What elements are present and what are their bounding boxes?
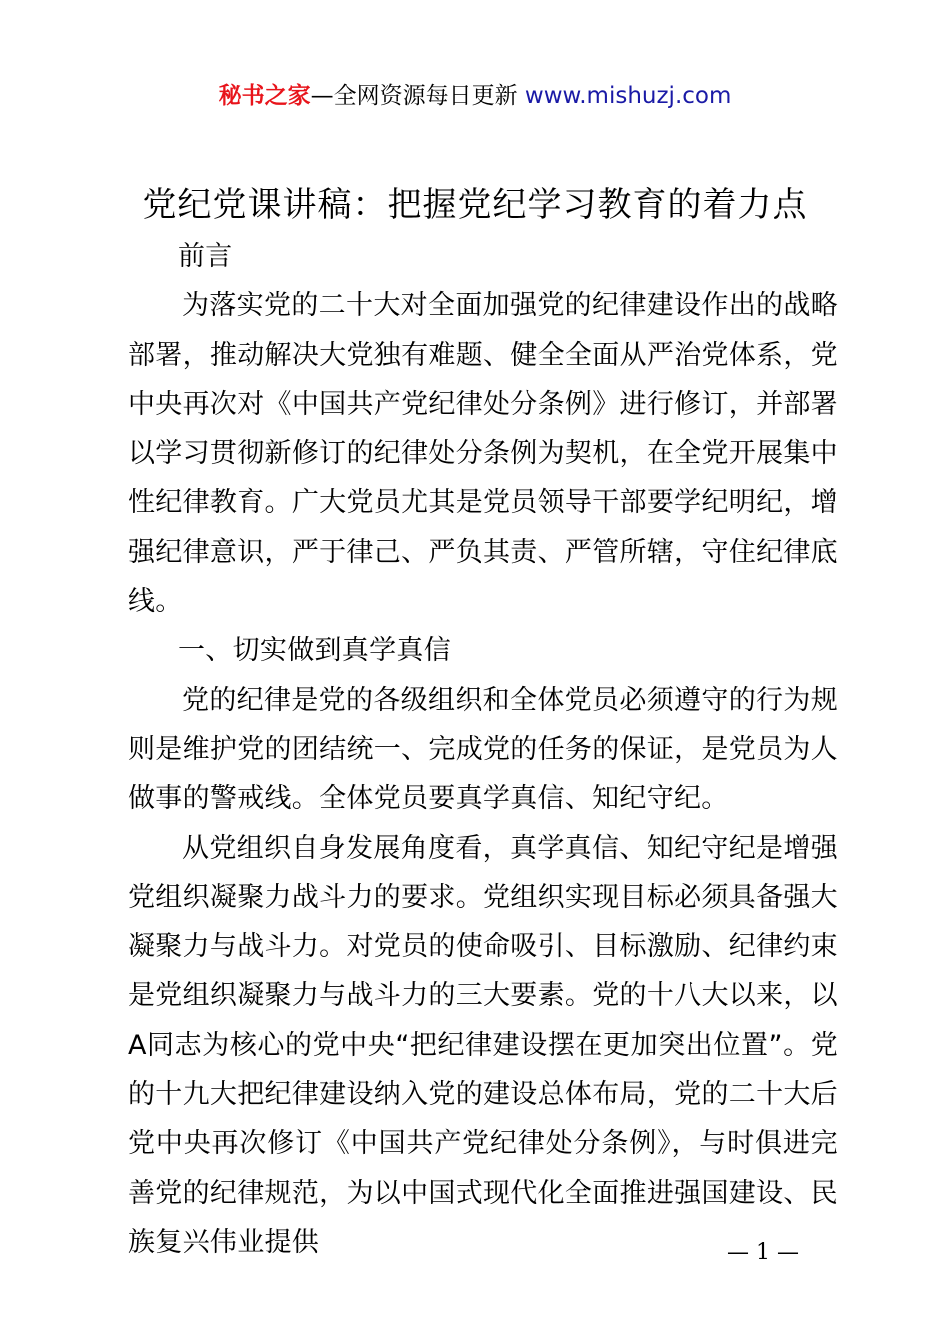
site-header (0, 80, 950, 112)
body-paragraph: 从党组织自身发展角度看，真学真信、知纪守纪是增强党组织凝聚力战斗力的要求。党组织实现目标必须具备强大凝聚力与战斗力。对党员的使命吸引、目标激励、纪律约束是党组织凝聚力与战斗力的三大要素。党的十八大以来，以A同志为核心的党中央“把纪律建设摆在更加突出位置”。党的十九大把纪律建设纳入党的建设总体布局，党的二十大后党中央再次修订《中国共产党纪律处分条例》，与时俱进完善党的纪律规范，为以中国式现代化全面推进强国建设、民族复兴伟业提供 (128, 832, 838, 1258)
site-url-link[interactable]: www.mishuzj.com (524, 83, 732, 109)
body-paragraph: 为落实党的二十大对全面加强党的纪律建设作出的战略部署，推动解决大党独有难题、健全全面从严治党体系，党中央再次对《中国共产党纪律处分条例》进行修订，并部署以学习贯彻新修订的纪律处分条例为契机，在全党开展集中性纪律教育。广大党员尤其是党员领导干部要学纪明纪，增强纪律意识，严于律己、严负其责、严管所辖，守住纪律底线。 (128, 290, 838, 618)
site-slogan: —全网资源每日更新 (310, 83, 525, 109)
section-heading-1: 一、切实做到真学真信 (178, 635, 451, 667)
body-paragraph: 党的纪律是党的各级组织和全体党员必须遵守的行为规则是维护党的团结统一、完成党的任务的保证，是党员为人做事的警戒线。全体党员要真学真信、知纪守纪。 (128, 684, 838, 815)
document-body (128, 232, 838, 1267)
document-title: 党纪党课讲稿：把握党纪学习教育的着力点 (142, 185, 808, 225)
page-number: — 1 — (727, 1240, 799, 1265)
section-heading-preface: 前言 (178, 241, 233, 272)
site-brand: 秘书之家 (218, 83, 311, 109)
